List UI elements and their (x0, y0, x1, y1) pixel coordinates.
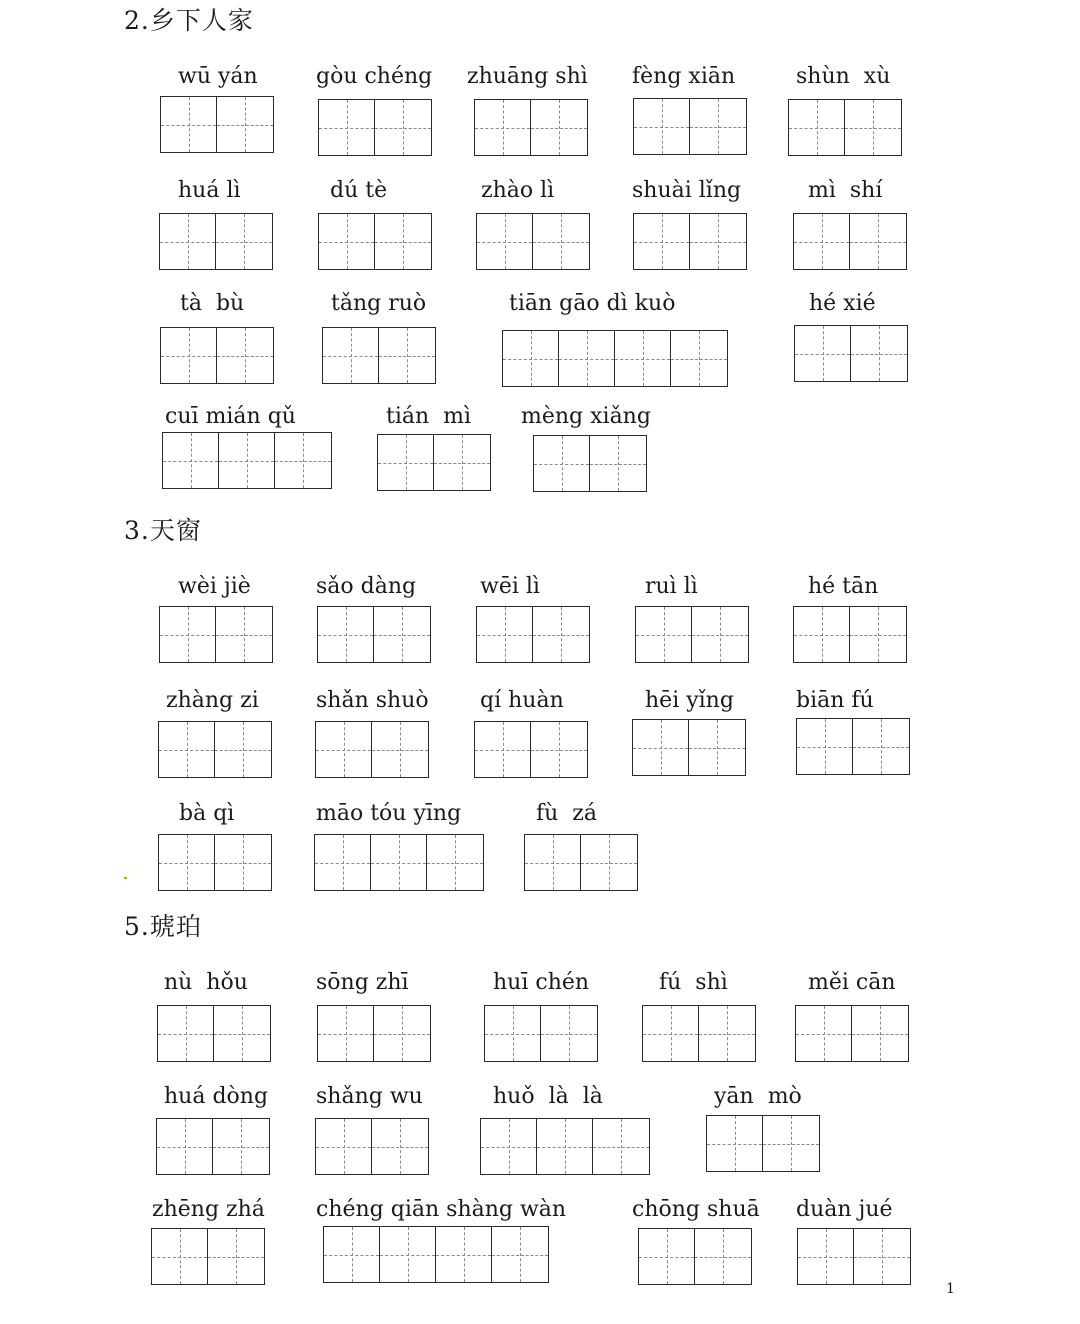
tianzige-cell[interactable] (797, 719, 853, 774)
pinyin-label: biān fú (796, 688, 874, 713)
pinyin-label: tián mì (386, 404, 472, 429)
tianzige-cell[interactable] (794, 214, 850, 269)
character-box-grid[interactable] (793, 606, 907, 663)
pinyin-label: hēi yǐng (645, 688, 734, 713)
tianzige-cell[interactable] (158, 1006, 214, 1061)
tianzige-cell[interactable] (503, 331, 559, 386)
character-box-grid[interactable] (533, 435, 647, 492)
tianzige-cell[interactable] (380, 1227, 436, 1282)
character-box-grid[interactable] (524, 834, 638, 891)
tianzige-cell[interactable] (161, 97, 217, 152)
character-box-grid[interactable] (162, 432, 332, 489)
character-box-grid[interactable] (633, 98, 747, 155)
tianzige-cell[interactable] (581, 835, 637, 890)
character-box-grid[interactable] (788, 99, 902, 156)
pinyin-label: wèi jiè (178, 574, 251, 599)
character-box-grid[interactable] (638, 1228, 752, 1285)
pinyin-label: tà bù (180, 291, 245, 316)
tianzige-cell[interactable] (217, 328, 273, 383)
character-box-grid[interactable] (317, 1005, 431, 1062)
tianzige-cell[interactable] (851, 326, 907, 381)
tianzige-cell[interactable] (475, 722, 531, 777)
pinyin-label: tǎng ruò (331, 291, 427, 316)
pinyin-label: shùn xù (796, 64, 891, 89)
pinyin-label: wēi lì (480, 574, 540, 599)
pinyin-label: sōng zhī (316, 970, 409, 995)
pinyin-label: yān mò (714, 1084, 802, 1109)
character-box-grid[interactable] (795, 1005, 909, 1062)
tianzige-cell[interactable] (689, 720, 745, 775)
pinyin-label: huī chén (493, 970, 590, 995)
tianzige-cell[interactable] (319, 214, 375, 269)
character-box-grid[interactable] (157, 1005, 271, 1062)
tianzige-cell[interactable] (217, 97, 273, 152)
page-number: 1 (946, 1281, 955, 1297)
pinyin-label: shǎng wu (316, 1084, 423, 1109)
tianzige-cell[interactable] (434, 435, 490, 490)
character-box-grid[interactable] (632, 719, 746, 776)
pinyin-label: shǎn shuò (316, 688, 429, 713)
tianzige-cell[interactable] (318, 1006, 374, 1061)
tianzige-cell[interactable] (615, 331, 671, 386)
character-box-grid[interactable] (158, 721, 272, 778)
character-box-grid[interactable] (315, 1118, 429, 1175)
tianzige-cell[interactable] (492, 1227, 548, 1282)
tianzige-cell[interactable] (375, 100, 431, 155)
tianzige-cell[interactable] (533, 607, 589, 662)
tianzige-cell[interactable] (219, 433, 275, 488)
tianzige-cell[interactable] (427, 835, 483, 890)
tianzige-cell[interactable] (531, 722, 587, 777)
tianzige-cell[interactable] (208, 1229, 264, 1284)
tianzige-cell[interactable] (695, 1229, 751, 1284)
character-box-grid[interactable] (474, 721, 588, 778)
section-title: 2.乡下人家 (124, 6, 254, 35)
tianzige-cell[interactable] (477, 607, 533, 662)
tianzige-cell[interactable] (531, 100, 587, 155)
pinyin-label: sǎo dàng (316, 574, 417, 599)
tianzige-cell[interactable] (633, 720, 689, 775)
character-box-grid[interactable] (156, 1118, 270, 1175)
tianzige-cell[interactable] (152, 1229, 208, 1284)
tianzige-cell[interactable] (216, 607, 272, 662)
tianzige-cell[interactable] (525, 835, 581, 890)
character-box-grid[interactable] (480, 1118, 650, 1175)
tianzige-cell[interactable] (163, 433, 219, 488)
tianzige-cell[interactable] (853, 719, 909, 774)
pinyin-label: huá lì (178, 178, 241, 203)
character-box-grid[interactable] (476, 606, 590, 663)
tianzige-cell[interactable] (690, 99, 746, 154)
tianzige-cell[interactable] (477, 214, 533, 269)
character-box-grid[interactable] (635, 606, 749, 663)
tianzige-cell[interactable] (850, 214, 906, 269)
character-box-grid[interactable] (158, 834, 272, 891)
tianzige-cell[interactable] (157, 1119, 213, 1174)
tianzige-cell[interactable] (372, 722, 428, 777)
tianzige-cell[interactable] (160, 607, 216, 662)
tianzige-cell[interactable] (707, 1116, 763, 1171)
pinyin-label: duàn jué (796, 1197, 893, 1222)
pinyin-label: bà qì (179, 801, 235, 826)
character-box-grid[interactable] (794, 325, 908, 382)
pinyin-label: shuài lǐng (632, 178, 742, 203)
tianzige-cell[interactable] (643, 1006, 699, 1061)
tianzige-cell[interactable] (854, 1229, 910, 1284)
tianzige-cell[interactable] (214, 1006, 270, 1061)
pinyin-label: cuī mián qǔ (165, 404, 296, 429)
character-box-grid[interactable] (796, 718, 910, 775)
tianzige-cell[interactable] (485, 1006, 541, 1061)
tianzige-cell[interactable] (315, 835, 371, 890)
character-box-grid[interactable] (633, 213, 747, 270)
tianzige-cell[interactable] (159, 722, 215, 777)
tianzige-cell[interactable] (379, 328, 435, 383)
pinyin-label: mì shí (808, 178, 883, 203)
pinyin-label: fèng xiān (632, 64, 736, 89)
character-box-grid[interactable] (484, 1005, 598, 1062)
pinyin-label: měi cān (808, 970, 896, 995)
tianzige-cell[interactable] (639, 1229, 695, 1284)
character-box-grid[interactable] (318, 99, 432, 156)
tianzige-cell[interactable] (375, 214, 431, 269)
tianzige-cell[interactable] (160, 214, 216, 269)
pinyin-label: mèng xiǎng (521, 404, 651, 429)
character-box-grid[interactable] (377, 434, 491, 491)
pinyin-label: huǒ là là (493, 1084, 603, 1109)
tianzige-cell[interactable] (213, 1119, 269, 1174)
character-box-grid[interactable] (706, 1115, 820, 1172)
character-box-grid[interactable] (476, 213, 590, 270)
section-title: 3.天窗 (124, 516, 202, 545)
tianzige-cell[interactable] (590, 436, 646, 491)
section-title: 5.琥珀 (124, 912, 202, 941)
pinyin-label: fù zá (536, 801, 598, 826)
character-box-grid[interactable] (797, 1228, 911, 1285)
tianzige-cell[interactable] (634, 214, 690, 269)
tianzige-cell[interactable] (318, 607, 374, 662)
character-box-grid[interactable] (160, 96, 274, 153)
tianzige-cell[interactable] (323, 328, 379, 383)
tianzige-cell[interactable] (481, 1119, 537, 1174)
tianzige-cell[interactable] (371, 835, 427, 890)
pinyin-label: zhàng zi (166, 688, 259, 713)
character-box-grid[interactable] (322, 327, 436, 384)
character-box-grid[interactable] (315, 721, 429, 778)
pinyin-label: tiān gāo dì kuò (509, 291, 676, 316)
tianzige-cell[interactable] (845, 100, 901, 155)
tianzige-cell[interactable] (436, 1227, 492, 1282)
tianzige-cell[interactable] (850, 607, 906, 662)
tianzige-cell[interactable] (216, 214, 272, 269)
tianzige-cell[interactable] (796, 1006, 852, 1061)
tianzige-cell[interactable] (534, 436, 590, 491)
pinyin-label: chéng qiān shàng wàn (316, 1197, 567, 1222)
tianzige-cell[interactable] (537, 1119, 593, 1174)
tianzige-cell[interactable] (475, 100, 531, 155)
tianzige-cell[interactable] (690, 214, 746, 269)
pinyin-label: huá dòng (164, 1084, 269, 1109)
tianzige-cell[interactable] (541, 1006, 597, 1061)
tianzige-cell[interactable] (215, 722, 271, 777)
pinyin-label: gòu chéng (316, 64, 433, 89)
tianzige-cell[interactable] (795, 326, 851, 381)
pinyin-label: zhuāng shì (467, 64, 588, 89)
tianzige-cell[interactable] (275, 433, 331, 488)
tianzige-cell[interactable] (324, 1227, 380, 1282)
character-box-grid[interactable] (502, 330, 728, 387)
tianzige-cell[interactable] (798, 1229, 854, 1284)
tianzige-cell[interactable] (316, 1119, 372, 1174)
pinyin-label: māo tóu yīng (316, 801, 462, 826)
character-box-grid[interactable] (474, 99, 588, 156)
tianzige-cell[interactable] (374, 1006, 430, 1061)
tianzige-cell[interactable] (789, 100, 845, 155)
tianzige-cell[interactable] (699, 1006, 755, 1061)
character-box-grid[interactable] (160, 327, 274, 384)
tianzige-cell[interactable] (319, 100, 375, 155)
character-box-grid[interactable] (159, 606, 273, 663)
pinyin-label: fú shì (659, 970, 728, 995)
tianzige-cell[interactable] (372, 1119, 428, 1174)
tianzige-cell[interactable] (159, 835, 215, 890)
pinyin-label: wū yán (178, 64, 258, 89)
tianzige-cell[interactable] (692, 607, 748, 662)
character-box-grid[interactable] (642, 1005, 756, 1062)
tianzige-cell[interactable] (215, 835, 271, 890)
character-box-grid[interactable] (793, 213, 907, 270)
pinyin-label: qí huàn (480, 688, 564, 713)
tianzige-cell[interactable] (634, 99, 690, 154)
character-box-grid[interactable] (323, 1226, 549, 1283)
pinyin-label: zhēng zhá (152, 1197, 265, 1222)
tianzige-cell[interactable] (533, 214, 589, 269)
character-box-grid[interactable] (317, 606, 431, 663)
tianzige-cell[interactable] (852, 1006, 908, 1061)
tianzige-cell[interactable] (559, 331, 615, 386)
tianzige-cell[interactable] (671, 331, 727, 386)
stray-mark (124, 877, 127, 879)
pinyin-label: hé tān (808, 574, 879, 599)
character-box-grid[interactable] (318, 213, 432, 270)
pinyin-label: dú tè (330, 178, 388, 203)
character-box-grid[interactable] (314, 834, 484, 891)
tianzige-cell[interactable] (316, 722, 372, 777)
tianzige-cell[interactable] (374, 607, 430, 662)
pinyin-label: chōng shuā (632, 1197, 760, 1222)
tianzige-cell[interactable] (378, 435, 434, 490)
character-box-grid[interactable] (159, 213, 273, 270)
tianzige-cell[interactable] (763, 1116, 819, 1171)
pinyin-label: zhào lì (481, 178, 555, 203)
pinyin-label: hé xié (809, 291, 876, 316)
character-box-grid[interactable] (151, 1228, 265, 1285)
pinyin-label: ruì lì (645, 574, 698, 599)
tianzige-cell[interactable] (593, 1119, 649, 1174)
pinyin-label: nù hǒu (164, 970, 248, 995)
tianzige-cell[interactable] (794, 607, 850, 662)
tianzige-cell[interactable] (636, 607, 692, 662)
tianzige-cell[interactable] (161, 328, 217, 383)
